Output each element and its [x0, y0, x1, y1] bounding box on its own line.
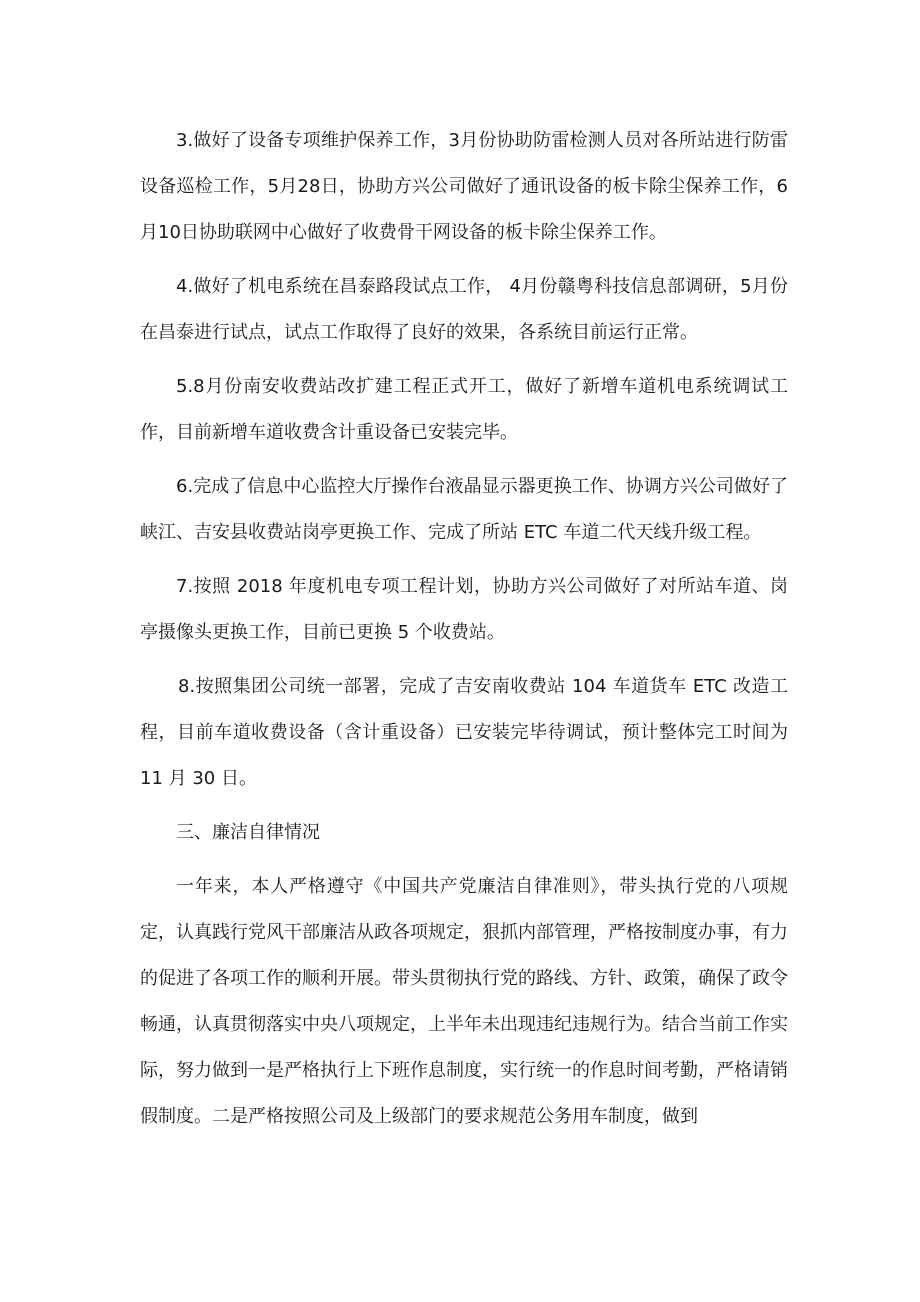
paragraph-integrity-body: 一年来，本人严格遵守《中国共产党廉洁自律准则》，带头执行党的八项规定，认真践行党风干部廉洁从政各项规定，狠抓内部管理，严格按制度办事，有力的促进了各项工作的顺利开展。带头贯彻执行党的路线、方针、政策，确保了政令畅通，认真贯彻落实中央八项规定，上半年未出现违纪违规行为。结合当前工作实际，努力做到一是严格执行上下班作息制度，实行统一的作息时间考勤，严格请销假制度。二是严格按照公司及上级部门的要求规范公务用车制度，做到 — [140, 876, 788, 1127]
paragraph-item-5: 5.8月份南安收费站改扩建工程正式开工，做好了新增车道机电系统调试工作，目前新增车道收费含计重设备已安装完毕。 — [140, 376, 788, 443]
paragraph-item-7: 7.按照 2018 年度机电专项工程计划，协助方兴公司做好了对所站车道、岗亭摄像头更换工作，目前已更换 5 个收费站。 — [140, 576, 788, 643]
paragraph-item-3: 3.做好了设备专项维护保养工作，3月份协助防雷检测人员对各所站进行防雷设备巡检工作，5月28日，协助方兴公司做好了通讯设备的板卡除尘保养工作，6月10日协助联网中心做好了收费骨干网设备的板卡除尘保养工作。 — [140, 130, 788, 243]
paragraph-item-8: 8.按照集团公司统一部署，完成了吉安南收费站 104 车道货车 ETC 改造工程，目前车道收费设备（含计重设备）已安装完毕待调试，预计整体完工时间为 11 月 30 日。 — [140, 676, 788, 789]
paragraph-item-4: 4.做好了机电系统在昌泰路段试点工作， 4月份赣粤科技信息部调研，5月份在昌泰进行试点，试点工作取得了良好的效果，各系统目前运行正常。 — [140, 276, 788, 343]
paragraph-item-6: 6.完成了信息中心监控大厅操作台液晶显示器更换工作、协调方兴公司做好了峡江、吉安县收费站岗亭更换工作、完成了所站 ETC 车道二代天线升级工程。 — [140, 476, 788, 543]
section-heading-integrity: 三、廉洁自律情况 — [176, 822, 320, 843]
document-body — [140, 118, 788, 1148]
